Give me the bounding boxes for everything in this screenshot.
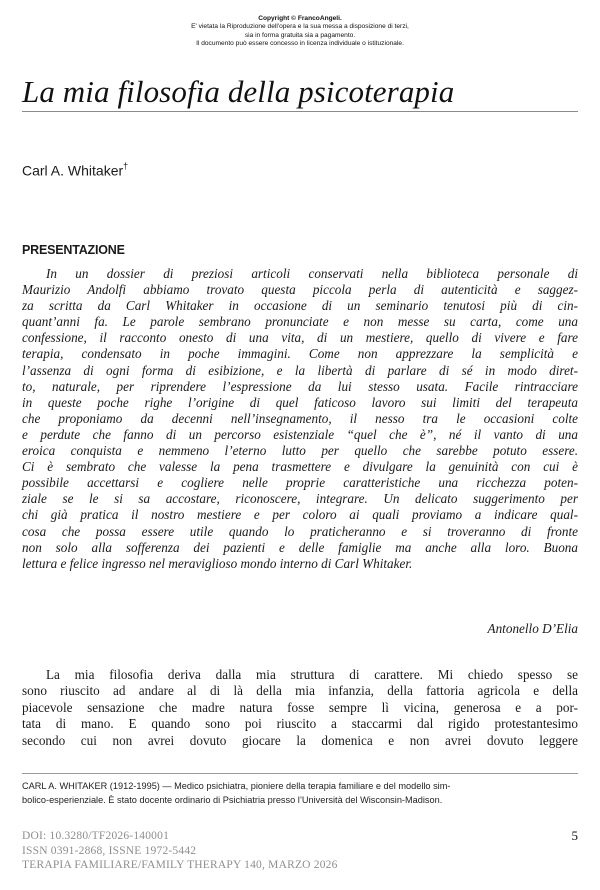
author-footnote	[22, 779, 578, 807]
text-line: La mia filosofia deriva dalla mia struttura di carattere. Mi chiedo spesso se	[46, 667, 578, 682]
text-line: possibile accettarsi e cogliere nelle proprie caratteristiche una ricchezza poten-	[22, 475, 578, 491]
text-line: l’assenza di ogni forma di esibizione, e la libertà di parlare di sé in modo diret-	[22, 362, 578, 378]
footnote-divider	[22, 773, 578, 774]
issue-line: TERAPIA FAMILIARE/FAMILY THERAPY 140, MARZO 2026	[22, 859, 338, 871]
text-line: za scritta da Carl Whitaker in occasione di un seminario tenutosi più di cin-	[22, 298, 578, 314]
text-line: to, naturale, per riprendere l’espressione da lui stesso usata. Facile rintracciare	[22, 378, 578, 394]
copyright-line: sia in forma gratuita sia a pagamento.	[244, 31, 356, 39]
signature: Antonello D’Elia	[487, 621, 578, 636]
section-heading: PRESENTAZIONE	[22, 243, 125, 257]
author-name: Carl A. Whitaker	[22, 162, 124, 179]
author-footnote-mark: †	[123, 161, 129, 171]
text-line: chi già pratica il nostro mestiere e per coloro ai quali proviamo a indicare qual-	[22, 507, 578, 523]
text-line: quant’anni fa. Le parole sembrano pronunciate e non messe su carta, come una	[22, 314, 578, 330]
title-divider	[22, 111, 578, 112]
journal-info	[22, 829, 338, 873]
text-line: ziale se le si sa accostare, riconoscere, integrare. Un delicato suggerimento per	[22, 491, 578, 507]
author-byline	[22, 158, 128, 180]
text-line: che proponiamo da decenni nell’insegnamento, il nesso tra le occasioni colte	[22, 410, 578, 426]
text-line: lettura e felice ingresso nel meraviglioso mondo interno di Carl Whitaker.	[22, 555, 413, 571]
text-line: tata di mano. E quando sono poi riuscito a staccarmi dal rigido protestantesimo	[22, 716, 578, 732]
copyright-line: Copyright © FrancoAngeli.	[258, 15, 342, 22]
body-paragraph	[22, 667, 578, 749]
text-line: non solo alla sofferenza dei pazienti e delle famiglie ma anche alla loro. Buona	[22, 539, 578, 555]
text-line: Ci è sembrato che valesse la pena trasmettere e divulgare la genuinità con cui è	[22, 459, 578, 475]
text-line: secondo cui non avrei dovuto giocare la domenica e non avrei dovuto leggere	[22, 732, 578, 748]
copyright-line: Il documento può essere concesso in licenza individuale o istituzionale.	[196, 40, 404, 48]
text-line: terapia, condensato in poche immagini. Come non apprezzare la semplicità e	[22, 346, 578, 362]
text-line: eroica conquista e nemmeno l’eterno lutto per quello che sarebbe potuto essere.	[22, 443, 578, 459]
footnote-line: bolico-esperienziale. È stato docente ordinario di Psichiatria presso l’Università del Wisconsin-Madison.	[22, 795, 443, 805]
issn-line: ISSN 0391-2868, ISSNE 1972-5442	[22, 844, 197, 857]
text-line: e perdute che fanno di un percorso esistenziale “quel che è”, né il vanto di una	[22, 426, 578, 442]
doi-line: DOI: 10.3280/TF2026-140001	[22, 830, 170, 842]
text-line: Maurizio Andolfi abbiamo trovato questa piccola perla di autenticità e saggez-	[22, 282, 578, 298]
copyright-notice	[0, 15, 600, 49]
text-line: In un dossier di preziosi articoli conservati nella biblioteca personale di	[46, 266, 578, 281]
text-line: in queste poche righe l’origine di quel faticoso lavoro sui limiti del terapeuta	[22, 394, 578, 410]
article-title: La mia filosofia della psicoterapia	[22, 74, 455, 109]
text-line: piacevole sensazione che madre natura fosse sempre lì vicina, generosa e a por-	[22, 699, 578, 715]
page-number: 5	[571, 828, 578, 843]
footnote-line: CARL A. WHITAKER (1912-1995) — Medico psichiatra, pioniere della terapia familiare e del modello sim-	[22, 781, 451, 791]
text-line: confessione, il racconto onesto di una vita, di un mestiere, quello di vivere e fare	[22, 330, 578, 346]
copyright-line: E' vietata la Riproduzione dell'opera e la sua messa a disposizione di terzi,	[191, 23, 409, 31]
presentation-paragraph	[22, 266, 578, 572]
text-line: cosa che possa essere utile quando lo praticheranno e si troveranno di fronte	[22, 523, 578, 539]
text-line: sono riuscito ad andare al di là della mia infanzia, della fattoria agricola e della	[22, 683, 578, 699]
